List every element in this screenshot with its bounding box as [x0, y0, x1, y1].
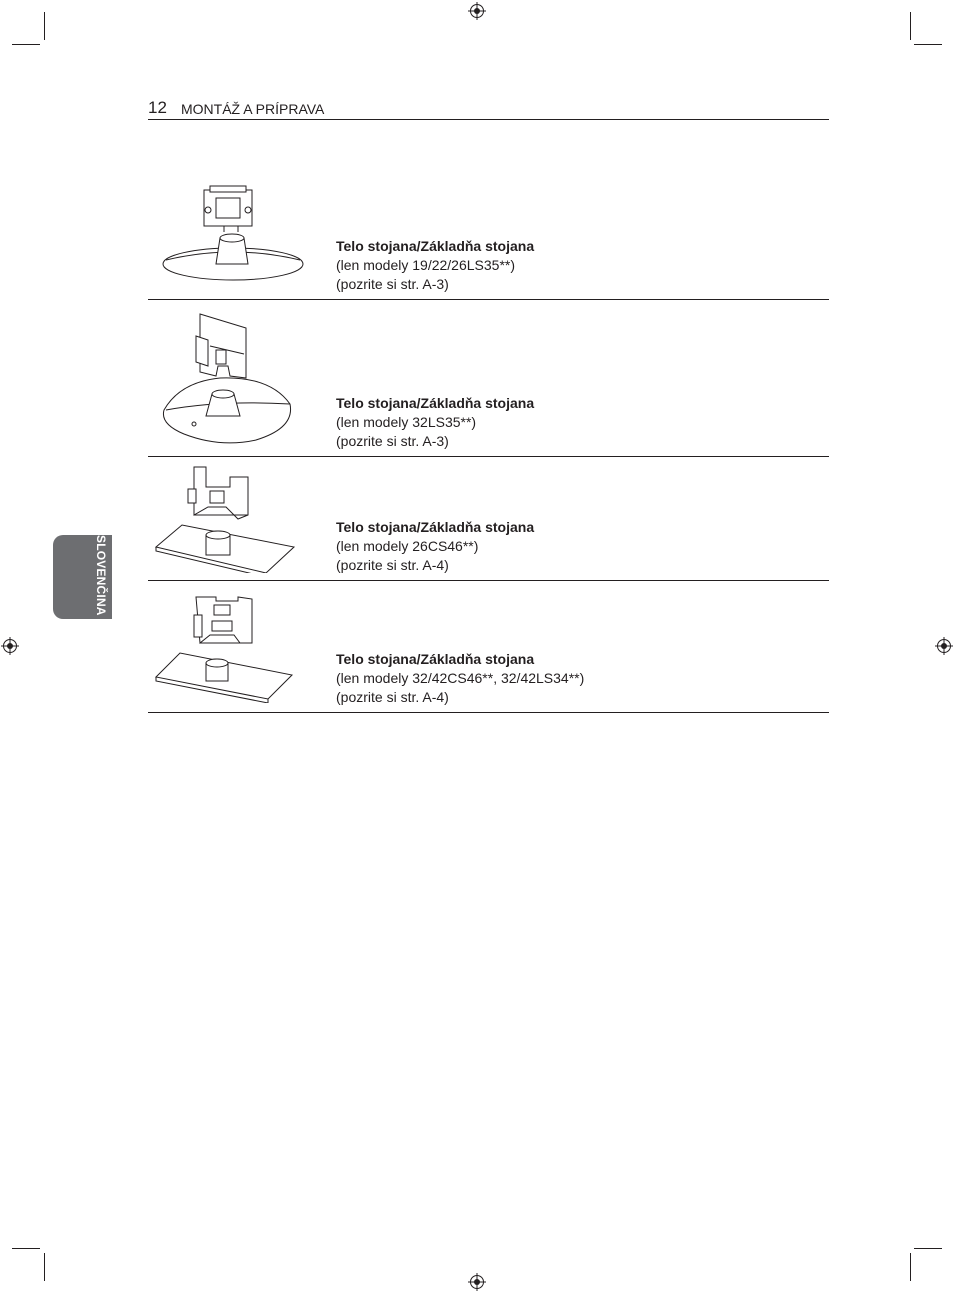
- registration-mark-icon: [935, 637, 953, 655]
- item-reference: (pozrite si str. A-4): [336, 689, 449, 705]
- crop-mark: [910, 1253, 911, 1281]
- item-reference: (pozrite si str. A-3): [336, 276, 449, 292]
- crop-mark: [44, 12, 45, 40]
- stand-flat-base-icon: [154, 463, 296, 573]
- item-title: Telo stojana/Základňa stojana: [336, 519, 535, 535]
- registration-mark-icon: [468, 1273, 486, 1291]
- item-title: Telo stojana/Základňa stojana: [336, 651, 535, 667]
- crop-mark: [12, 1248, 40, 1249]
- crop-mark: [12, 44, 40, 45]
- item-models: (len modely 32/42CS46**, 32/42LS34**): [336, 670, 585, 686]
- item-row: [148, 581, 829, 713]
- item-row: [148, 180, 829, 300]
- item-row: [148, 457, 829, 581]
- item-title: Telo stojana/Základňa stojana: [336, 238, 535, 254]
- crop-mark: [44, 1253, 45, 1281]
- item-text: [336, 650, 584, 707]
- item-reference: (pozrite si str. A-3): [336, 433, 449, 449]
- crop-mark: [914, 44, 942, 45]
- stand-flat-base-large-icon: [154, 591, 296, 703]
- crop-mark: [914, 1248, 942, 1249]
- registration-mark-icon: [1, 637, 19, 655]
- page-header: [148, 98, 829, 120]
- stand-round-base-icon: [158, 182, 308, 284]
- item-title: Telo stojana/Základňa stojana: [336, 395, 535, 411]
- item-models: (len modely 26CS46**): [336, 538, 479, 554]
- item-row: [148, 300, 829, 457]
- item-text: [336, 518, 534, 575]
- stand-oval-base-icon: [160, 306, 295, 446]
- item-text: [336, 237, 534, 294]
- item-text: [336, 394, 534, 451]
- item-models: (len modely 32LS35**): [336, 414, 477, 430]
- language-tab-label: SLOVENČINA: [94, 535, 108, 616]
- section-title: MONTÁŽ A PRÍPRAVA: [181, 101, 325, 117]
- page-number: 12: [148, 98, 167, 117]
- crop-mark: [910, 12, 911, 40]
- item-models: (len modely 19/22/26LS35**): [336, 257, 516, 273]
- item-reference: (pozrite si str. A-4): [336, 557, 449, 573]
- registration-mark-icon: [468, 2, 486, 20]
